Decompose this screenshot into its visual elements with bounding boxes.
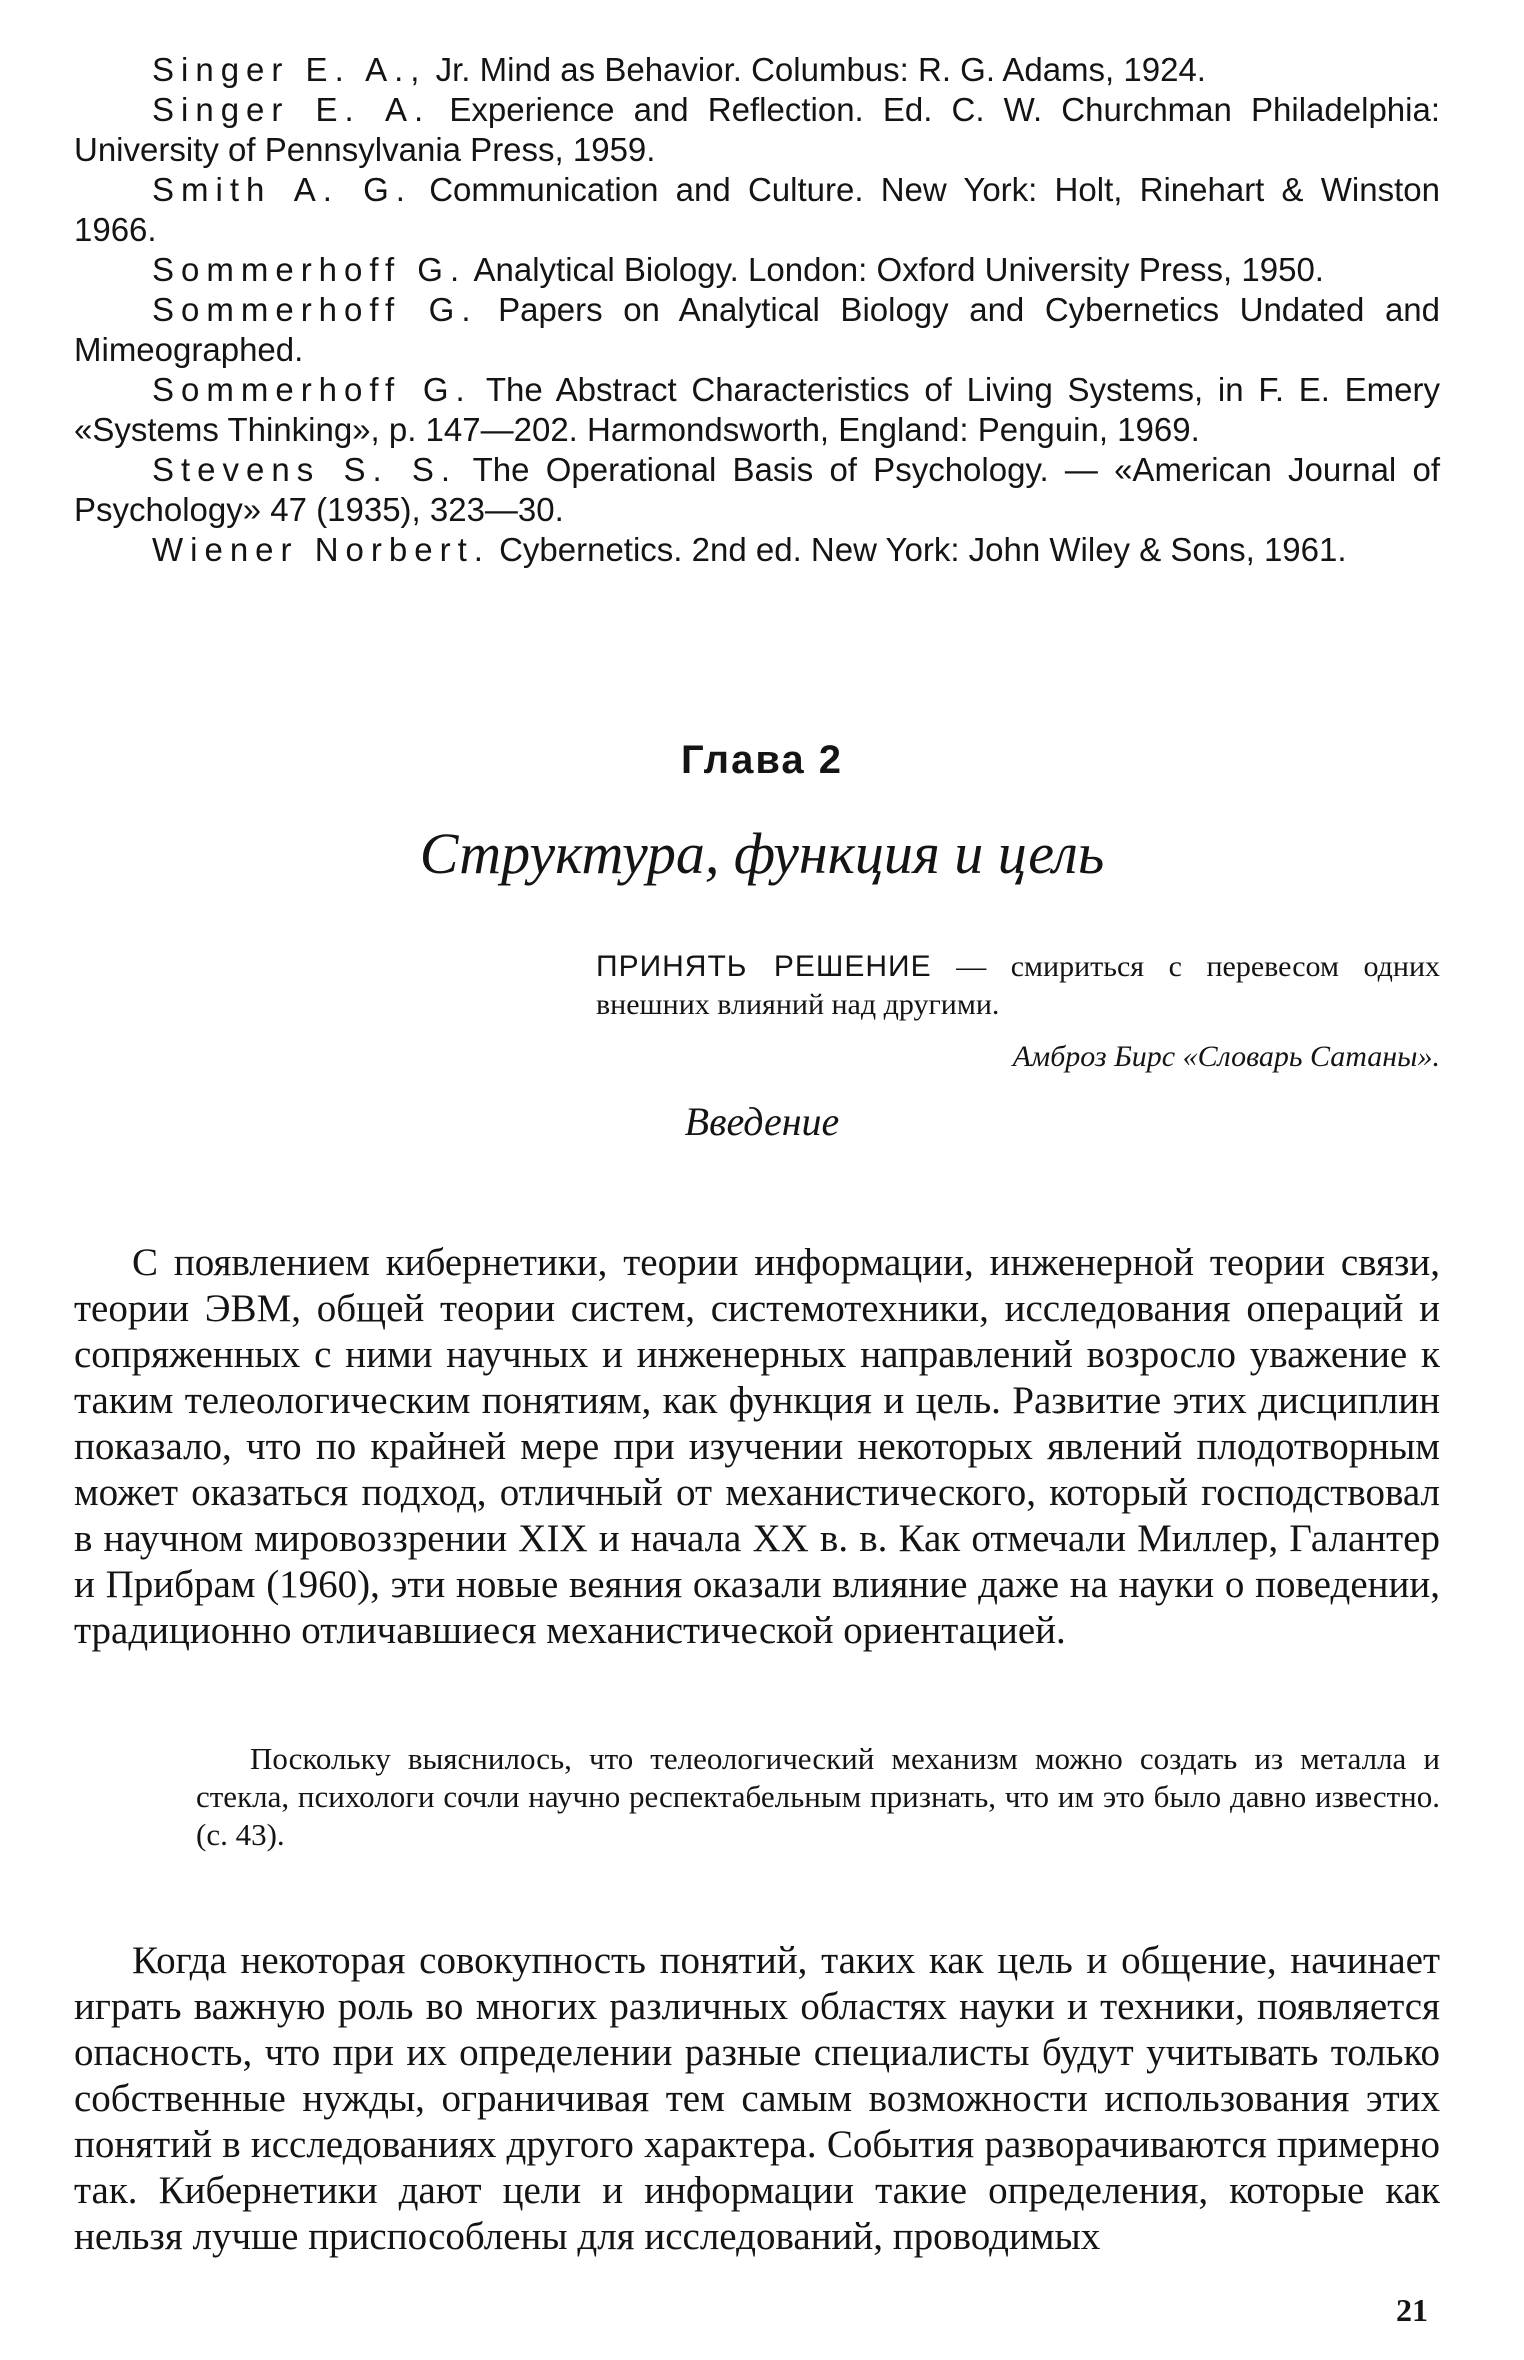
reference-item	[74, 50, 1440, 90]
reference-text: The Abstract Characteristics of Living Systems, in F. E. Emery «Systems Thinking», p. 147—202. Harmondsworth, England: Penguin, 1969.	[74, 371, 1440, 448]
reference-author: Sommerhoff G.	[152, 251, 467, 288]
reference-text: Analytical Biology. London: Oxford University Press, 1950.	[466, 251, 1324, 288]
paragraph-text: С появлением кибернетики, теории информации, инженерной теории связи, теории ЭВМ, общей теории систем, системотехники, исследования операций и сопряженных с ними научных и инженерных направлений возросло уважение к таким телеологическим понятиям, как функция и цель. Развитие этих дисциплин показало, что по крайней мере при изучении некоторых явлений плодотворным может оказаться подход, отличный от механистического, который господствовал в научном мировоззрении XIX и начала XX в. в. Как отмечали Миллер, Галантер и Прибрам (1960), эти новые веяния оказали влияние даже на науки о поведении, традиционно отличавшиеся механистической ориентацией.	[74, 1241, 1440, 1652]
reference-item	[74, 530, 1440, 570]
chapter-number: Глава 2	[680, 738, 843, 782]
references-list	[74, 50, 1440, 570]
reference-item	[74, 290, 1440, 370]
quote-text: Поскольку выяснилось, что телеологический механизм можно создать из металла и стекла, психологи сочли научно респектабельным признать, что им это было давно известно. (с. 43).	[196, 1741, 1440, 1852]
reference-text: Experience and Reflection. Ed. C. W. Churchman Philadelphia: University of Pennsylvania Press, 1959.	[74, 91, 1441, 168]
paragraph-text: Когда некоторая совокупность понятий, таких как цель и общение, начинает играть важную роль во многих различных областях науки и техники, появляется опасность, что при их определении разные специалисты будут учитывать только собственные нужды, ограничивая тем самым возможности использования этих понятий в исследованиях другого характера. События разворачиваются примерно так. Кибернетики дают цели и информации такие определения, которые как нельзя лучше приспособлены для исследований, проводимых	[74, 1939, 1440, 2258]
reference-author: Wiener Norbert.	[152, 531, 490, 568]
reference-author: Smith A. G.	[152, 171, 412, 208]
body-paragraph-1	[74, 1240, 1440, 1654]
chapter-title: Структура, функция и цель	[419, 821, 1105, 886]
reference-text: Jr. Mind as Behavior. Columbus: R. G. Adams, 1924.	[426, 51, 1206, 88]
section-title: Введение	[684, 1099, 840, 1144]
reference-text: Papers on Analytical Biology and Cybernetics Undated and Mimeographed.	[74, 291, 1441, 368]
reference-author: Singer E. A.	[152, 91, 431, 128]
epigraph-source: Амброз Бирс «Словарь Сатаны».	[1012, 1040, 1440, 1073]
epigraph-text	[596, 948, 1440, 1024]
reference-author: Singer E. A.,	[152, 51, 427, 88]
reference-item	[74, 450, 1440, 530]
body-paragraph-2	[74, 1938, 1440, 2260]
page-number: 21	[1396, 2292, 1428, 2328]
block-quote	[196, 1740, 1440, 1854]
epigraph	[596, 948, 1440, 1076]
reference-author: Sommerhoff G.	[152, 371, 472, 408]
reference-item	[74, 90, 1440, 170]
epigraph-term: ПРИНЯТЬ РЕШЕНИЕ	[596, 950, 932, 983]
reference-text: Communication and Culture. New York: Holt, Rinehart & Winston 1966.	[74, 171, 1440, 248]
reference-item	[74, 370, 1440, 450]
reference-item	[74, 250, 1440, 290]
reference-author: Sommerhoff G.	[152, 291, 478, 328]
reference-item	[74, 170, 1440, 250]
epigraph-definition: — смириться с перевесом одних внешних влияний над другими.	[596, 950, 1441, 1021]
reference-text: Cybernetics. 2nd ed. New York: John Wiley & Sons, 1961.	[489, 531, 1347, 568]
reference-text: The Operational Basis of Psychology. — «American Journal of Psychology» 47 (1935), 323—30.	[74, 451, 1440, 528]
reference-author: Stevens S. S.	[152, 451, 458, 488]
